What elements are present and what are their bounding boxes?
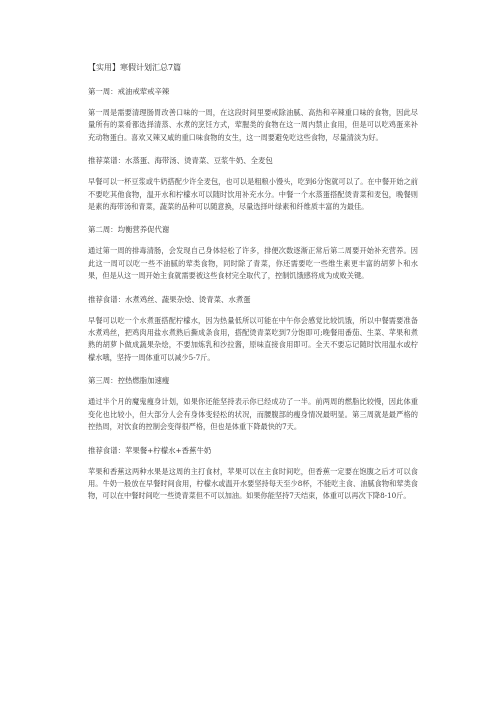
week1-heading: 第一周：戒油戒荤戒辛辣 — [88, 87, 170, 96]
week2-detail: 早餐可以吃一个水煮蛋搭配柠檬水，因为热量低所以可能在中午你会感觉比较饥饿，所以中餐需要准备水煮鸡丝，把鸡肉用盐水煮熟后撕成条食用，搭配烫青菜吃到7分饱即可;晚餐用番茄、生菜、苹果和煮熟的胡萝卜做成蔬果杂烩，不要加炼乳和沙拉酱，原味直接食用即可。全天不要忘记随时饮用温水或柠檬水哦，坚持一周体重可以减少5-7斤。 — [88, 315, 418, 362]
week2-heading: 第二周：均衡营养促代谢 — [88, 225, 170, 235]
section-week2 — [88, 223, 418, 364]
document-title: 【实用】寒假计划汇总7篇 — [88, 63, 182, 72]
week3-recipes: 推荐食谱：苹果餐+柠檬水+香蕉牛奶 — [88, 445, 212, 455]
week1-intro: 第一周是需要清理肠胃改善口味的一周，在这段时间里要戒除油腻、高热和辛辣重口味的食物，因此尽量所有的菜肴都选择清蒸、水煮的烹饪方式，荤腥类的食物在这一周内禁止食用，但是可以吃鸡蛋来补充动物蛋白。喜欢又辣又咸的重口味食物的女生，这一周要避免吃这些食物，尽量清淡为好。 — [88, 108, 418, 142]
week3-heading: 第三周：控热燃脂加速瘦 — [88, 376, 170, 386]
week3-detail: 苹果和香蕉这两种水果是这周的主打食材，苹果可以在主食时间吃，但香蕉一定要在饱腹之后才可以食用。牛奶一般放在早餐时间食用，柠檬水或温开水要坚持每天至少8杯，不能吃主食、油腻食物和荤类食物，可以在中餐时间吃一些烫青菜但不可以加油。如果你能坚持7天结束，体重可以再次下降8-10斤。 — [88, 466, 418, 501]
section-week1 — [88, 85, 418, 213]
week2-recipes: 推荐食谱：水煮鸡丝、蔬果杂烩、烫青菜、水煮蛋 — [88, 294, 251, 304]
week1-detail: 早餐可以一杯豆浆或牛奶搭配少许全麦包，也可以是粗粮小馒头，吃到6分饱就可以了。在中餐开始之前不要吃其他食物，温开水和柠檬水可以随时饮用补充水分。中餐一个水蒸蛋搭配烫青菜和麦包，晚餐则是素的海带汤和青菜，蔬菜的品种可以随意换，尽量选择叶绿素和纤维质丰富的为最佳。 — [88, 177, 418, 212]
week1-recipes: 推荐菜谱：水蒸蛋、海带汤、烫青菜、豆浆牛奶、全麦包 — [88, 156, 273, 166]
week3-intro: 通过半个月的魔鬼瘦身计划，如果你还能坚持表示你已经成功了一半。前两周的燃脂比较慢，因此体重变化也比较小，但大部分人会有身体变轻松的状况，而腰腹部的瘦身情况最明显。第三周就是最严格的控热周，对饮食的控制会变得很严格，但也是体重下降最快的7天。 — [88, 397, 418, 432]
section-week3 — [88, 374, 418, 502]
week2-intro: 通过第一周的排毒清肠，会发现自己身体轻松了许多，排便次数逐渐正常后第二周要开始补充营养。因此这一周可以吃一些不油腻的荤类食物，同时除了青菜，你还需要吃一些维生素更丰富的胡萝卜和水果，但是从这一周开始主食就需要被这些食材完全取代了，控制饥饿感将成为成败关键。 — [88, 246, 418, 281]
